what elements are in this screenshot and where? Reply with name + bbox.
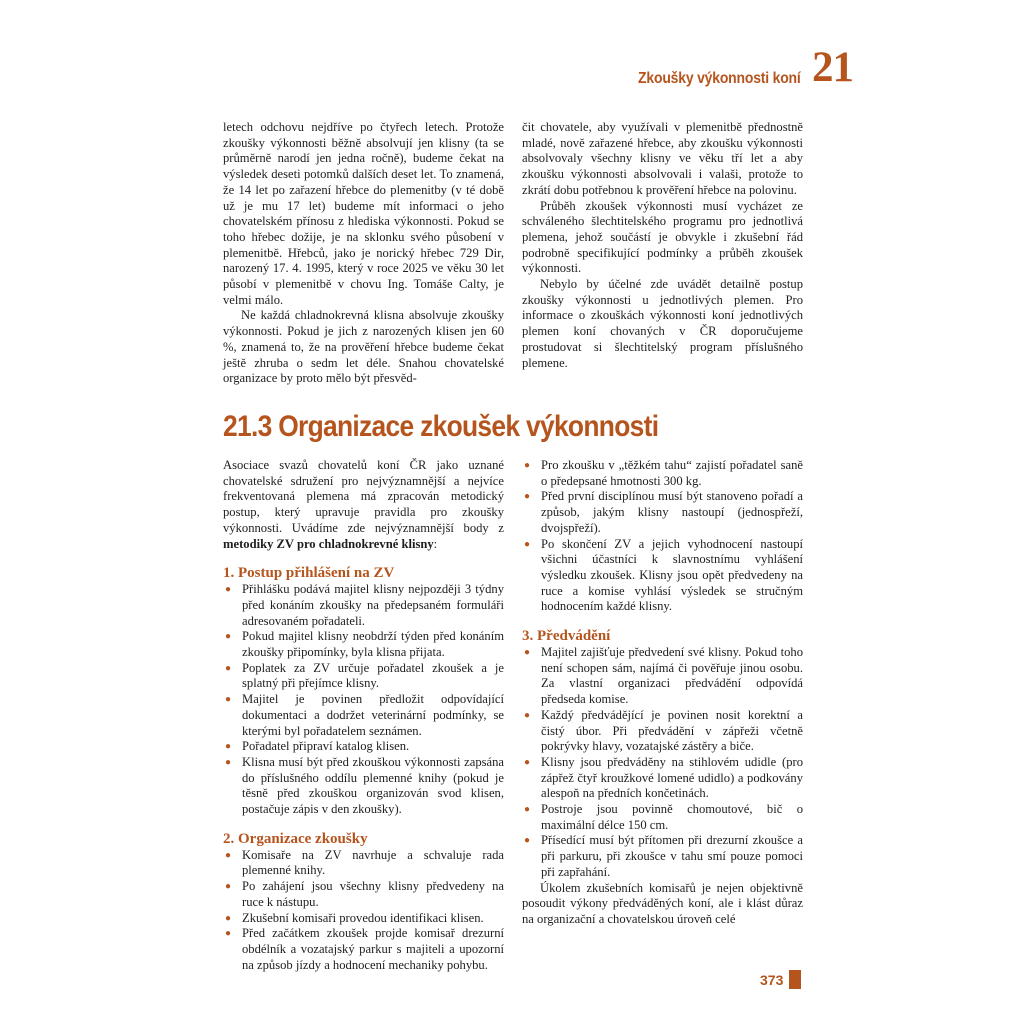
list-item: ● Pořadatel připraví katalog klisen.: [223, 739, 504, 755]
list-item: ● Po zahájení jsou všechny klisny předvedeny na ruce k nástupu.: [223, 879, 504, 910]
paragraph: Úkolem zkušebních komisařů je nejen objektivně posoudit výkony předváděných koní, ale i klást důraz na organizační a chovatelskou úroveň celé: [522, 880, 803, 926]
paragraph: letech odchovu nejdříve po čtyřech letech. Protože zkoušky výkonnosti běžně absolvují jen klisny (ta se průměrně narodí jen jedna ročně), budeme čekat na výsledek deseti potomků dalších deset let. To znamená, že 14 let po zařazení hřebce do plemenitby (v té době už je mu 17 let) budeme mít informaci o jeho chovatelském přínosu z hlediska výkonnosti. Pokud se toho hřebec dožije, je na sklonku svého působení v plemenitbě. Hřebců, jako je norický hřebec 729 Dir, narozený 17. 4. 1995, který v roce 2025 ve věku 30 let působí v plemenitbě v chovu Ing. Tomáše Calty, je velmi málo.: [223, 120, 504, 307]
list-item: ● Po skončení ZV a jejich vyhodnocení nastoupí všichni účastníci k slavnostnímu vyhlášení výsledku zkoušek. Klisny jsou opět předvedeny na ruce a komise vyhlásí výsledek se stručným hodnocením každé klisny.: [522, 537, 803, 616]
list-item: ● Přihlášku podává majitel klisny nejpozději 3 týdny před konáním zkoušky na předepsaném formuláři adresovaném pořadateli.: [223, 582, 504, 629]
page-marker: [789, 970, 801, 989]
subheading-1: 1. Postup přihlášení na ZV: [223, 565, 395, 582]
subheading-2: 2. Organizace zkoušky: [223, 830, 368, 847]
bottom-right-column: [522, 458, 803, 928]
chapter-number: 21: [812, 44, 853, 91]
list-item: ● Klisny jsou předváděny na stihlovém udidle (pro zápřež čtyř kroužkové lomené udidlo) a podkovány alespoň na předních končetinách.: [522, 755, 803, 802]
list-item: ● Přísedící musí být přítomen při drezurní zkoušce a při parkuru, při zkoušce v tahu smí pouze pomoci při zapřahání.: [522, 833, 803, 880]
list-item: ● Postroje jsou povinně chomoutové, bič o maximální délce 150 cm.: [522, 802, 803, 833]
list-item: ● Majitel je povinen předložit odpovídající dokumentaci a dodržet veterinární podmínky, se kterými byl pořadatelem seznámen.: [223, 692, 504, 739]
section-title: 21.3 Organizace zkoušek výkonnosti: [223, 410, 659, 443]
paragraph: Ne každá chladnokrevná klisna absolvuje zkoušky výkonnosti. Pokud je jich z narozených klisen jen 60 %, znamená to, že na prověření hřebce budeme čekat ještě zhruba o sedm let déle. Snahou chovatelské organizace by proto mělo být přesvěd-: [223, 308, 504, 386]
list-item: ● Pro zkoušku v „těžkém tahu“ zajistí pořadatel saně o předepsané hmotnosti 300 kg.: [522, 458, 803, 489]
list-item: ● Před první disciplínou musí být stanoveno pořadí a způsob, jakým klisny nastoupí (jednospřeží, dvojspřeží).: [522, 489, 803, 536]
top-left-column: [223, 120, 504, 387]
list-item: ● Zkušební komisaři provedou identifikaci klisen.: [223, 911, 504, 927]
chapter-title: Zkoušky výkonnosti koní: [638, 70, 801, 87]
list-registration: [223, 582, 504, 818]
subheading-3: 3. Předvádění: [522, 628, 611, 645]
bottom-left-column: [223, 458, 504, 973]
list-item: ● Poplatek za ZV určuje pořadatel zkoušek a je splatný při přejímce klisny.: [223, 661, 504, 692]
list-item: ● Majitel zajišťuje předvedení své klisny. Pokud toho není schopen sám, najímá či pověřuje jinou osobu. Za vlastní organizaci předvádění odpovídá předseda komise.: [522, 645, 803, 708]
intro-bold: metodiky ZV pro chladnokrevné klisny: [223, 536, 434, 551]
intro-end: :: [433, 536, 438, 551]
paragraph: Nebylo by účelné zde uvádět detailně postup zkoušky výkonnosti u jednotlivých plemen. Pro informace o zkouškách výkonnosti koní jednotlivých plemen koní chovaných v ČR doporučujeme prostudovat si šlechtitelský program příslušného plemene.: [522, 277, 803, 370]
list-item: ● Komisaře na ZV navrhuje a schvaluje rada plemenné knihy.: [223, 848, 504, 879]
paragraph: Průběh zkoušek výkonnosti musí vycházet ze schváleného šlechtitelského programu pro jednotlivá plemena, jehož součástí je obvykle i zkušební řád podrobně specifikující podmínky a průběh zkoušek výkonnosti.: [522, 198, 803, 276]
page-number: 373: [760, 972, 784, 988]
intro-text: Asociace svazů chovatelů koní ČR jako uznané chovatelské sdružení pro nejvýznamnější a nejvíce frekventovaná plemena má zpracován metodický postup, který upravuje pravidla pro zkoušky výkonnosti. Uvádíme zde nejvýznamnější body z: [223, 458, 504, 535]
intro-paragraph: [223, 458, 504, 552]
list-item: ● Před začátkem zkoušek projde komisař drezurní obdélník a vozatajský parkur s majiteli a upozorní na způsob jízdy a hodnocení mechaniky pohybu.: [223, 926, 504, 973]
list-item: ● Každý předvádějící je povinen nosit korektní a čistý úbor. Při předvádění v zápřeži včetně pokrývky hlavy, vozatajské zástěry a biče.: [522, 708, 803, 755]
list-presentation: [522, 645, 803, 881]
list-item: ● Pokud majitel klisny neobdrží týden před konáním zkoušky připomínky, byla klisna přijata.: [223, 629, 504, 660]
list-item: ● Klisna musí být před zkouškou výkonnosti zapsána do příslušného oddílu plemenné knihy (pokud je těsně před zkouškou organizován svod klisen, postačuje zápis v den zkoušky).: [223, 755, 504, 818]
list-organization-cont: [522, 458, 803, 615]
list-organization: [223, 848, 504, 974]
top-right-column: [522, 120, 803, 371]
paragraph: čit chovatele, aby využívali v plemenitbě přednostně mladé, nově zařazené hřebce, aby zkoušku výkonnosti absolvovaly všechny klisny ve věku tří let a aby zkoušku výkonnosti absolvovali i valaši, protože to zkrátí dobu potřebnou k prověření hřebce na polovinu.: [522, 120, 803, 197]
